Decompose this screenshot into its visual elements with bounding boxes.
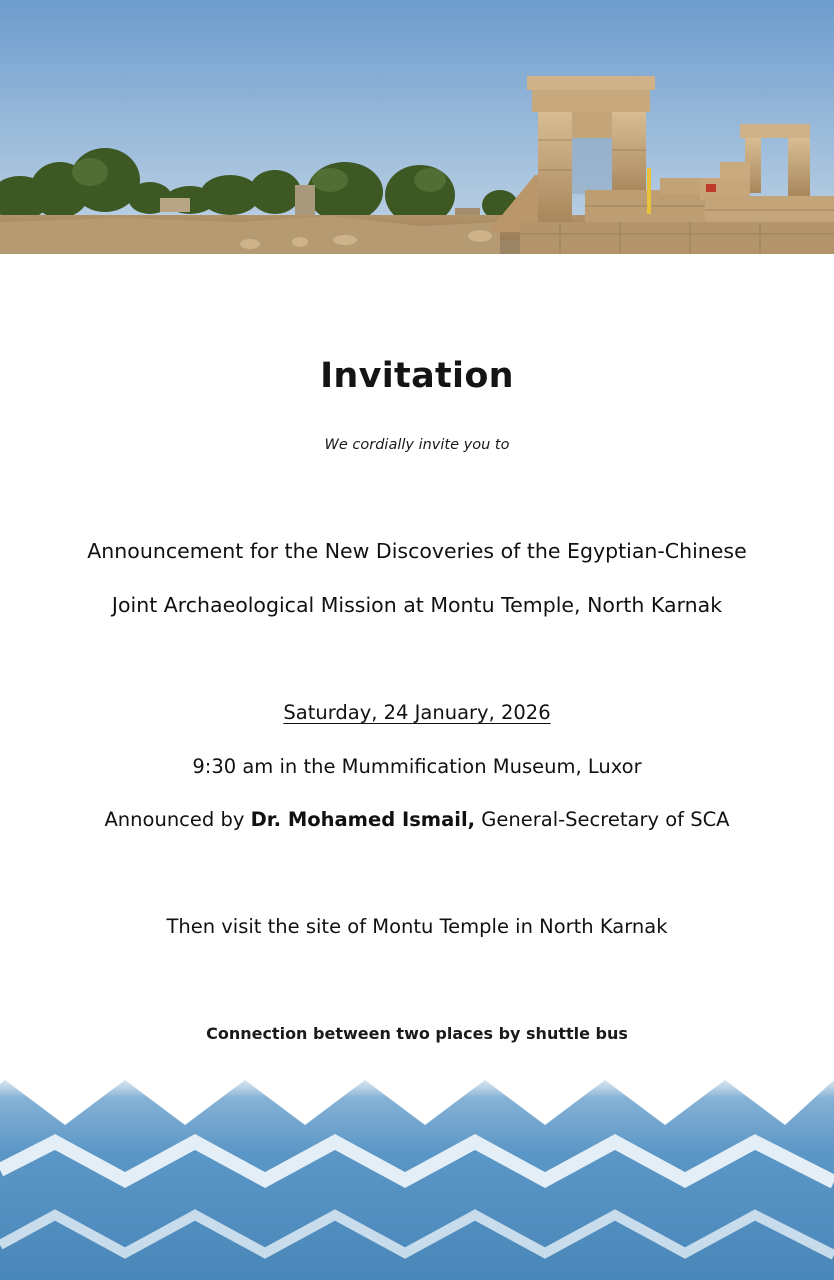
- event-date: Saturday, 24 January, 2026: [283, 701, 551, 724]
- invitation-subtitle: We cordially invite you to: [324, 437, 510, 453]
- invitation-title: Invitation: [320, 356, 514, 396]
- announced-prefix: Announced by: [104, 808, 251, 831]
- site-visit: Then visit the site of Montu Temple in North Karnak: [166, 915, 668, 938]
- announcement-line-1: Announcement for the New Discoveries of the Egyptian-Chinese: [87, 539, 747, 563]
- event-time-place: 9:30 am in the Mummification Museum, Luxor: [192, 755, 642, 778]
- shuttle-note: Connection between two places by shuttle bus: [206, 1024, 628, 1043]
- announcer-role: General-Secretary of SCA: [475, 808, 730, 831]
- announcer-name: Dr. Mohamed Ismail,: [250, 808, 476, 831]
- announced-by: [0, 808, 834, 831]
- footer-zigzag-decoration: [0, 1070, 834, 1280]
- announcement-line-2: Joint Archaeological Mission at Montu Temple, North Karnak: [111, 593, 723, 617]
